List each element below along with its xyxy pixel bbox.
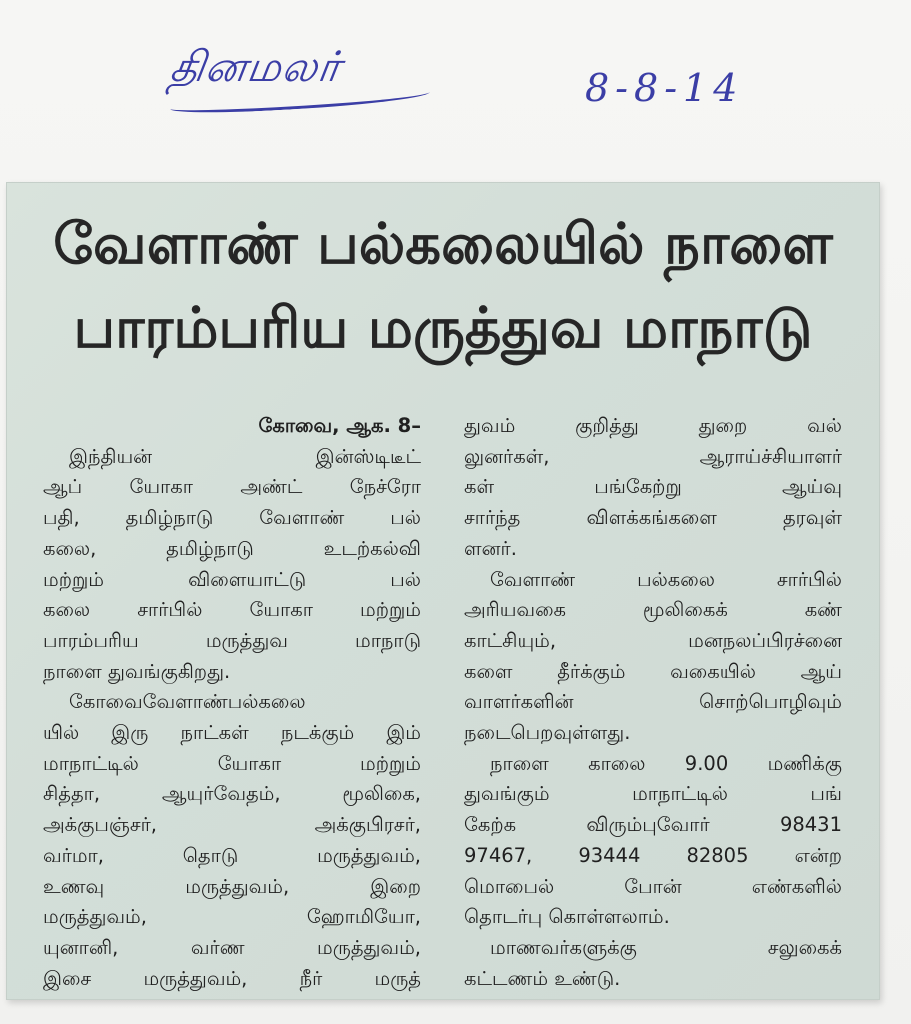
article-line: நாளை காலை 9.00 மணிக்கு xyxy=(490,751,842,775)
article-line: உணவு மருத்துவம், இறை xyxy=(43,874,421,898)
article-line: தொடர்பு கொள்ளலாம். xyxy=(464,905,670,929)
article-line: கள் பங்கேற்று ஆய்வு xyxy=(464,475,842,499)
article-line: சித்தா, ஆயுர்வேதம், மூலிகை, xyxy=(43,782,421,806)
article-line: மாநாட்டில் யோகா மற்றும் xyxy=(43,751,421,775)
article-line: வாளர்களின் சொற்பொழிவும் xyxy=(464,690,842,714)
headline-line-2: பாரம்பரிய மருத்துவ மாநாடு xyxy=(73,296,813,361)
article-line: மொபைல் போன் எண்களில் xyxy=(464,874,842,898)
article-line: 97467, 93444 82805 என்ற xyxy=(464,843,842,867)
article-line: ளனர். xyxy=(464,536,517,560)
article-line: களை தீர்க்கும் வகையில் ஆய் xyxy=(464,659,842,683)
article-line: கட்டணம் உண்டு. xyxy=(464,966,621,990)
newspaper-clipping xyxy=(6,182,880,1000)
article-line: நாளை துவங்குகிறது. xyxy=(43,659,231,683)
clipping-date-handwritten: 8-8-14 xyxy=(585,66,744,110)
article-line: நடைபெறவுள்ளது. xyxy=(464,721,631,745)
article-line: பதி, தமிழ்நாடு வேளாண் பல் xyxy=(43,506,421,530)
article-line: மற்றும் விளையாட்டு பல் xyxy=(43,567,421,591)
article-line: மாணவர்களுக்கு சலுகைக் xyxy=(490,935,842,959)
article-line: கலை, தமிழ்நாடு உடற்கல்வி xyxy=(43,536,421,560)
article-line: இந்தியன் இன்ஸ்டிடீட் xyxy=(69,444,421,468)
article-line: துவம் குறித்து துறை வல் xyxy=(464,414,842,437)
article-line: துவங்கும் மாநாட்டில் பங் xyxy=(464,782,842,806)
article-line: சார்ந்த விளக்கங்களை தரவுள் xyxy=(464,506,842,530)
article-left-column xyxy=(43,411,421,994)
article-line: யில் இரு நாட்கள் நடக்கும் இம் xyxy=(43,721,421,745)
newspaper-name-handwritten: தினமலர் xyxy=(166,42,345,91)
headline-line-1: வேளாண் பல்கலையில் நாளை xyxy=(53,212,833,277)
article-line: மருத்துவம், ஹோமியோ, xyxy=(43,905,421,929)
article-line: லுனர்கள், ஆராய்ச்சியாளர் xyxy=(464,444,842,468)
article-line: கோவைவேளாண்பல்கலை xyxy=(69,690,306,714)
article-line: கேற்க விரும்புவோர் 98431 xyxy=(464,813,842,837)
article-line: கலை சார்பில் யோகா மற்றும் xyxy=(43,598,421,622)
article-line: இசை மருத்துவம், நீர் மருத் xyxy=(43,966,421,990)
article-line: பாரம்பரிய மருத்துவ மாநாடு xyxy=(43,628,421,652)
article-right-column xyxy=(464,411,842,994)
article-line: அரியவகை மூலிகைக் கண் xyxy=(464,598,842,622)
article-line: யுனானி, வர்ண மருத்துவம், xyxy=(43,935,421,959)
article-line: ஆப் யோகா அண்ட் நேச்ரோ xyxy=(43,475,421,499)
article-line: அக்குபஞ்சர், அக்குபிரசர், xyxy=(43,813,421,837)
article-line: வர்மா, தொடு மருத்துவம், xyxy=(43,843,421,867)
article-line: வேளாண் பல்கலை சார்பில் xyxy=(490,567,842,591)
dateline: கோவை, ஆக. 8– xyxy=(258,414,421,437)
article-line: காட்சியும், மனநலப்பிரச்னை xyxy=(464,628,842,652)
